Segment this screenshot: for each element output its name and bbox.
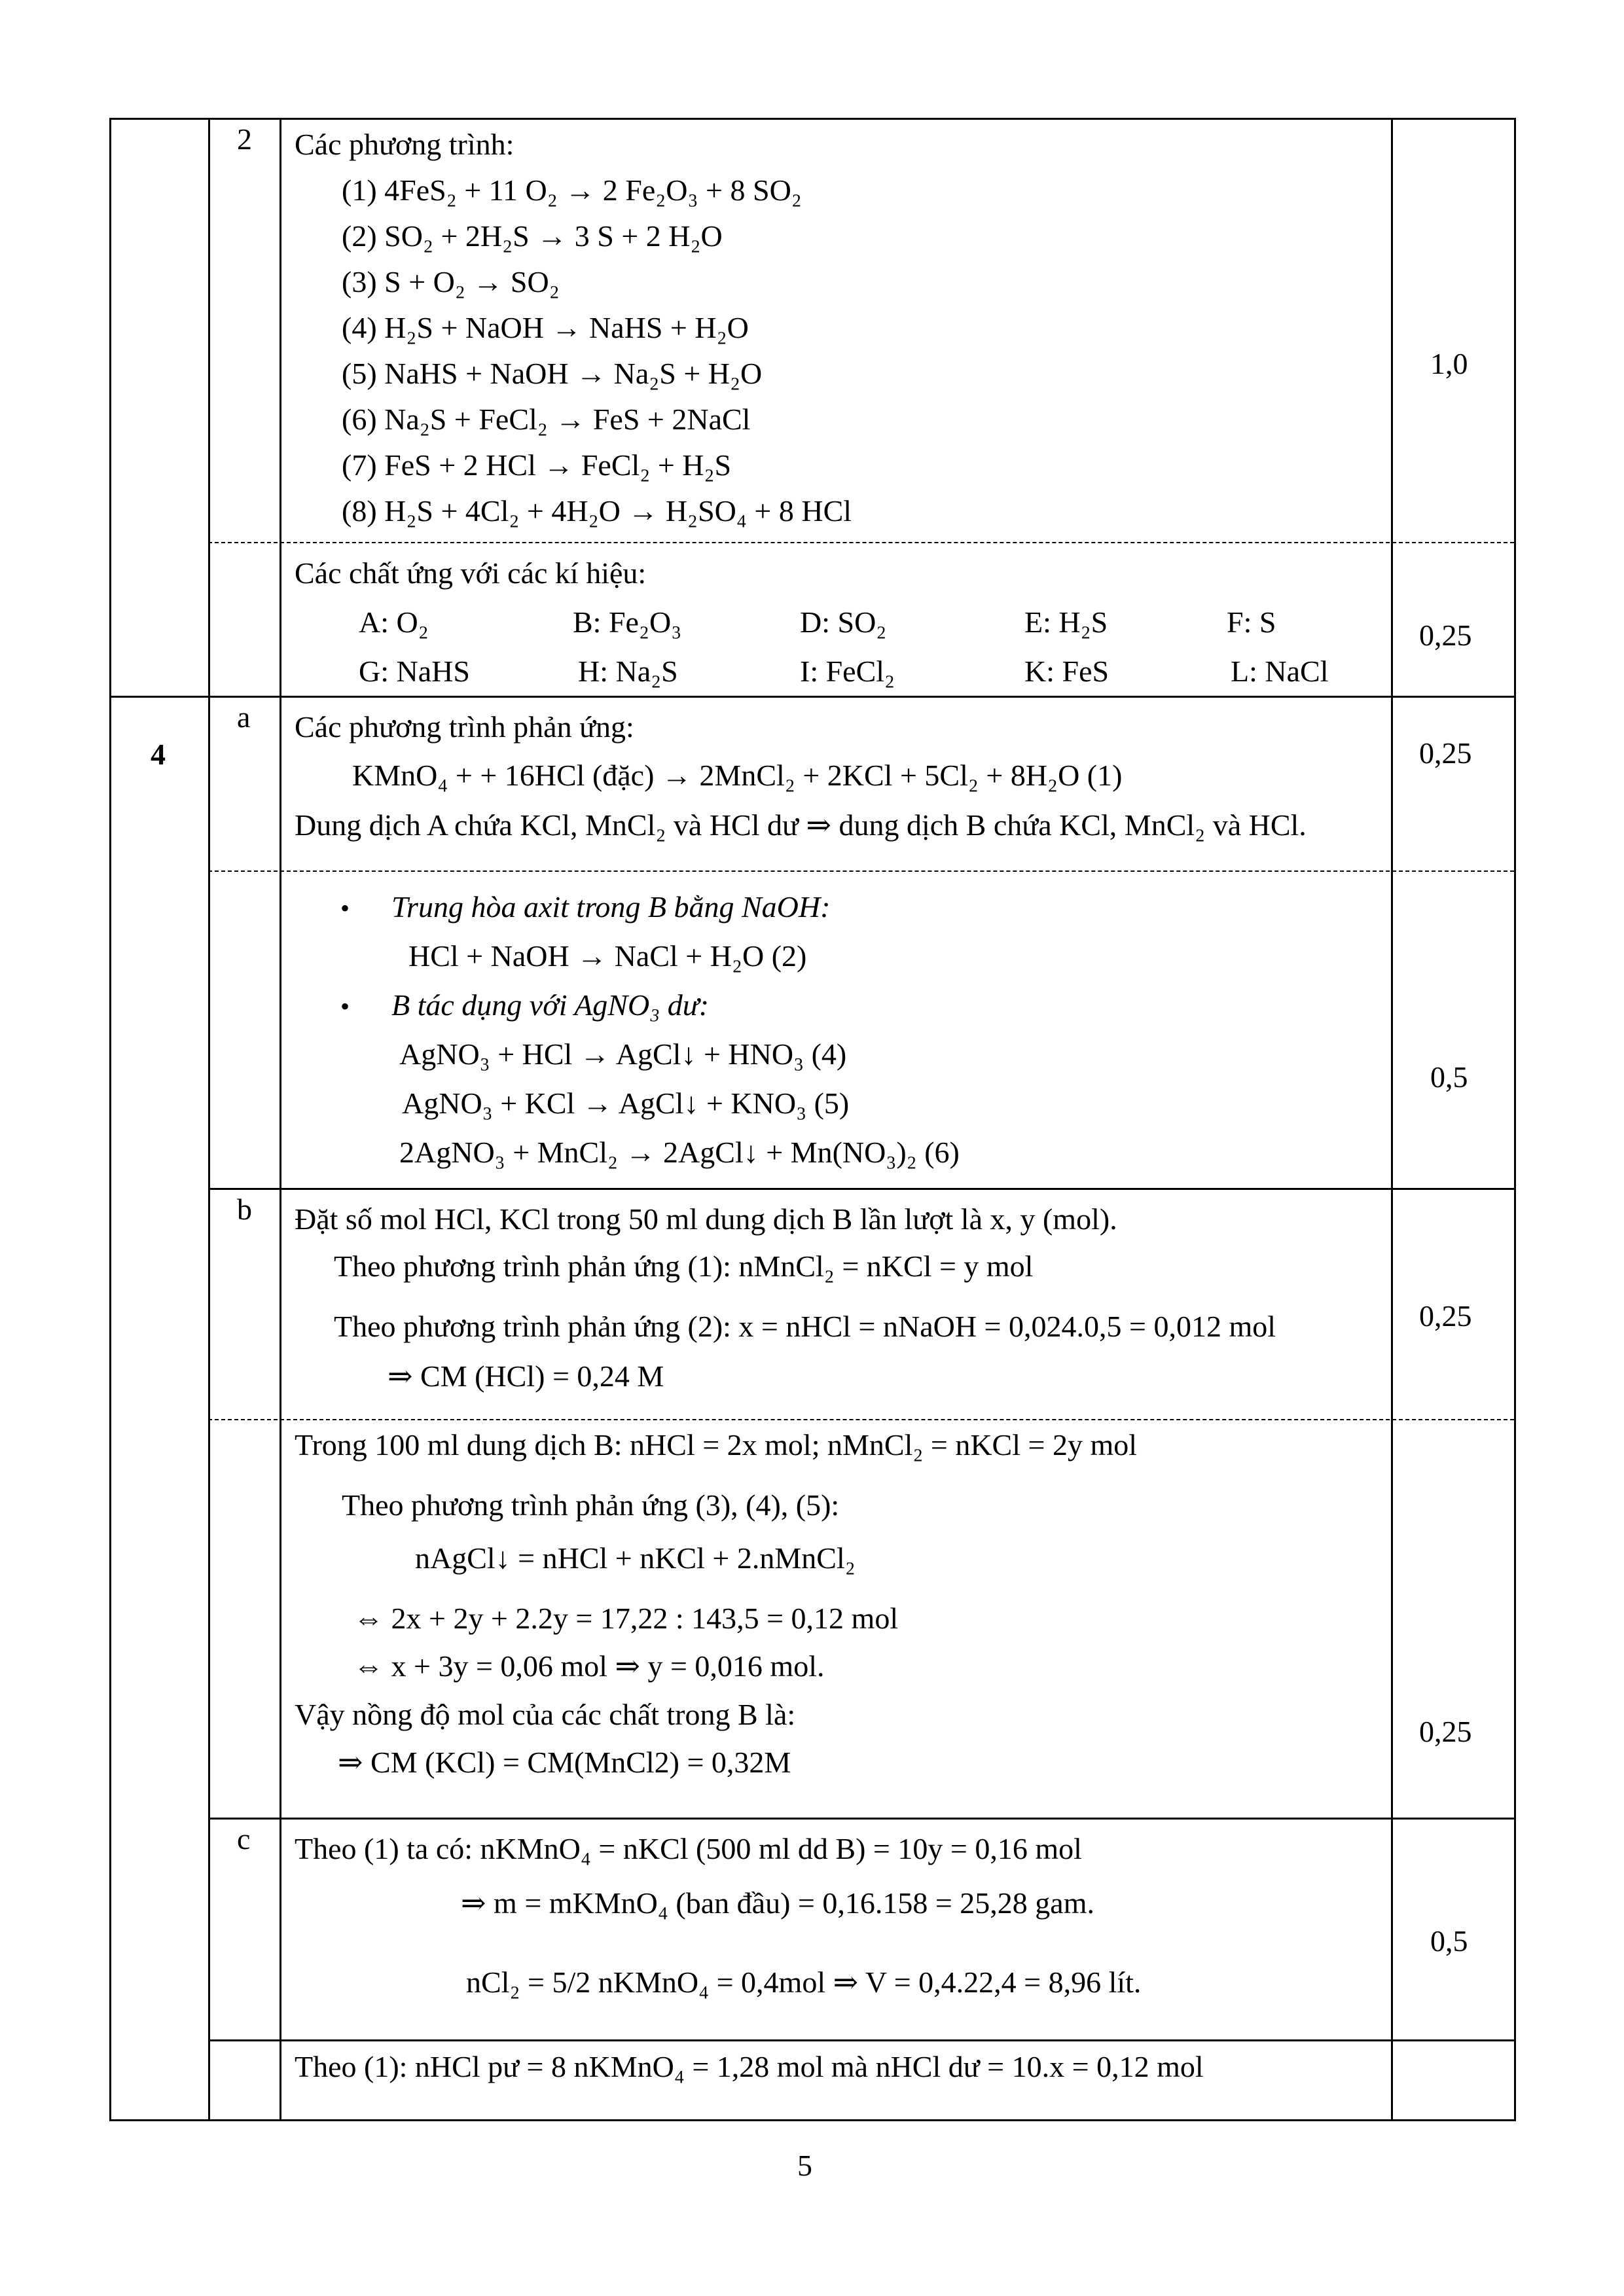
row-divider <box>208 1419 1514 1420</box>
row-divider <box>208 2039 1514 2041</box>
table-border-left <box>109 118 111 2121</box>
part-b-line-9: ⇔ x + 3y = 0,06 mol ⇒ y = 0,016 mol. <box>353 1649 825 1683</box>
part-b-line-3: Theo phương trình phản ứng (2): x = nHCl = nNaOH = 0,024.0,5 = 0,012 mol <box>334 1310 1276 1343</box>
bullet-1: Trung hòa axit trong B bằng NaOH: <box>391 890 831 924</box>
symbols-title: Các chất ứng với các kí hiệu: <box>295 556 647 590</box>
symbol-a: A: O₂ <box>359 605 429 639</box>
score: 0,5 <box>1430 1924 1468 1958</box>
part-b-line-6: Theo phương trình phản ứng (3), (4), (5): <box>342 1488 840 1522</box>
question-number: 4 <box>151 738 166 771</box>
equation-5: (5) NaHS + NaOH → Na₂S + H₂O <box>342 357 763 390</box>
table-divider-1 <box>208 118 210 2121</box>
part-a-title: Các phương trình phản ứng: <box>295 710 634 744</box>
part-a-conclusion: Dung dịch A chứa KCl, MnCl₂ và HCl dư ⇒ dung dịch B chứa KCl, MnCl₂ và HCl. <box>295 808 1307 842</box>
part-label-c: c <box>237 1822 251 1856</box>
reaction-4: AgNO₃ + HCl → AgCl↓ + HNO₃ (4) <box>399 1037 847 1071</box>
row-divider <box>109 696 1516 698</box>
part-b-line-11: ⇒ CM (KCl) = CM(MnCl2) = 0,32M <box>338 1746 791 1779</box>
equations-title: Các phương trình: <box>295 128 514 161</box>
equation-7: (7) FeS + 2 HCl → FeCl₂ + H₂S <box>342 448 732 482</box>
table-bottom-border <box>109 2119 1516 2121</box>
part-b-line-8: ⇔ 2x + 2y + 2.2y = 17,22 : 143,5 = 0,12 mol <box>353 1602 899 1635</box>
part-c-line-4: Theo (1): nHCl pư = 8 nKMnO₄ = 1,28 mol mà nHCl dư = 10.x = 0,12 mol <box>295 2050 1204 2083</box>
equation-2: (2) SO₂ + 2H₂S → 3 S + 2 H₂O <box>342 219 723 253</box>
row-divider <box>208 870 1514 872</box>
reaction-5: AgNO₃ + KCl → AgCl↓ + KNO₃ (5) <box>402 1086 850 1120</box>
bullet-2: B tác dụng với AgNO₃ dư: <box>391 988 710 1022</box>
symbol-b: B: Fe₂O₃ <box>573 605 682 639</box>
reaction-1: KMnO₄ + + 16HCl (đặc) → 2MnCl₂ + 2KCl + 5Cl₂ + 8H₂O (1) <box>352 759 1123 792</box>
symbol-e: E: H₂S <box>1024 605 1108 639</box>
equation-1: (1) 4FeS₂ + 11 O₂ → 2 Fe₂O₃ + 8 SO₂ <box>342 173 802 207</box>
row-divider <box>208 542 1514 543</box>
symbol-h: H: Na₂S <box>578 655 678 688</box>
symbol-d: D: SO₂ <box>800 605 887 639</box>
reaction-2: HCl + NaOH → NaCl + H₂O (2) <box>408 939 807 973</box>
score: 0,25 <box>1419 1715 1472 1748</box>
part-b-line-5: Trong 100 ml dung dịch B: nHCl = 2x mol; nMnCl₂ = nKCl = 2y mol <box>295 1428 1138 1462</box>
table-divider-2 <box>280 118 281 2121</box>
symbol-l: L: NaCl <box>1231 655 1329 688</box>
bullet-icon: • <box>340 992 350 1021</box>
table-divider-3 <box>1391 118 1393 2121</box>
part-b-line-4: ⇒ CM (HCl) = 0,24 M <box>388 1359 664 1393</box>
equation-8: (8) H₂S + 4Cl₂ + 4H₂O → H₂SO₄ + 8 HCl <box>342 494 852 528</box>
score: 0,5 <box>1430 1060 1468 1094</box>
part-c-line-1: Theo (1) ta có: nKMnO₄ = nKCl (500 ml dd B) = 10y = 0,16 mol <box>295 1832 1082 1865</box>
row-divider <box>208 1818 1514 1820</box>
equation-3: (3) S + O₂ → SO₂ <box>342 265 560 298</box>
part-c-line-2: ⇒ m = mKMnO₄ (ban đầu) = 0,16.158 = 25,28 gam. <box>461 1886 1094 1920</box>
row-divider <box>208 1188 1514 1190</box>
part-b-line-7: nAgCl↓ = nHCl + nKCl + 2.nMnCl₂ <box>415 1541 856 1575</box>
table-top-border <box>109 118 1516 120</box>
part-b-line-10: Vậy nồng độ mol của các chất trong B là: <box>295 1698 796 1731</box>
part-b-line-1: Đặt số mol HCl, KCl trong 50 ml dung dịch B lần lượt là x, y (mol). <box>295 1202 1117 1236</box>
symbol-i: I: FeCl₂ <box>800 655 895 688</box>
score: 1,0 <box>1430 347 1468 380</box>
part-label-b: b <box>237 1193 252 1226</box>
part-label-a: a <box>237 700 251 734</box>
score: 0,25 <box>1419 1299 1472 1333</box>
symbol-f: F: S <box>1227 605 1276 639</box>
part-c-line-3: nCl₂ = 5/2 nKMnO₄ = 0,4mol ⇒ V = 0,4.22,4 = 8,96 lít. <box>466 1965 1142 1999</box>
equation-6: (6) Na₂S + FeCl₂ → FeS + 2NaCl <box>342 403 751 436</box>
row-label-2: 2 <box>237 122 252 156</box>
bullet-icon: • <box>340 893 350 923</box>
table-border-right <box>1514 118 1516 2121</box>
reaction-6: 2AgNO₃ + MnCl₂ → 2AgCl↓ + Mn(NO₃)₂ (6) <box>399 1136 960 1169</box>
equation-4: (4) H₂S + NaOH → NaHS + H₂O <box>342 311 749 344</box>
score: 0,25 <box>1419 736 1472 770</box>
part-b-line-2: Theo phương trình phản ứng (1): nMnCl₂ = nKCl = y mol <box>334 1249 1034 1283</box>
symbol-k: K: FeS <box>1024 655 1110 688</box>
symbol-g: G: NaHS <box>359 655 470 688</box>
page-number: 5 <box>797 2149 812 2182</box>
score: 0,25 <box>1419 619 1472 652</box>
